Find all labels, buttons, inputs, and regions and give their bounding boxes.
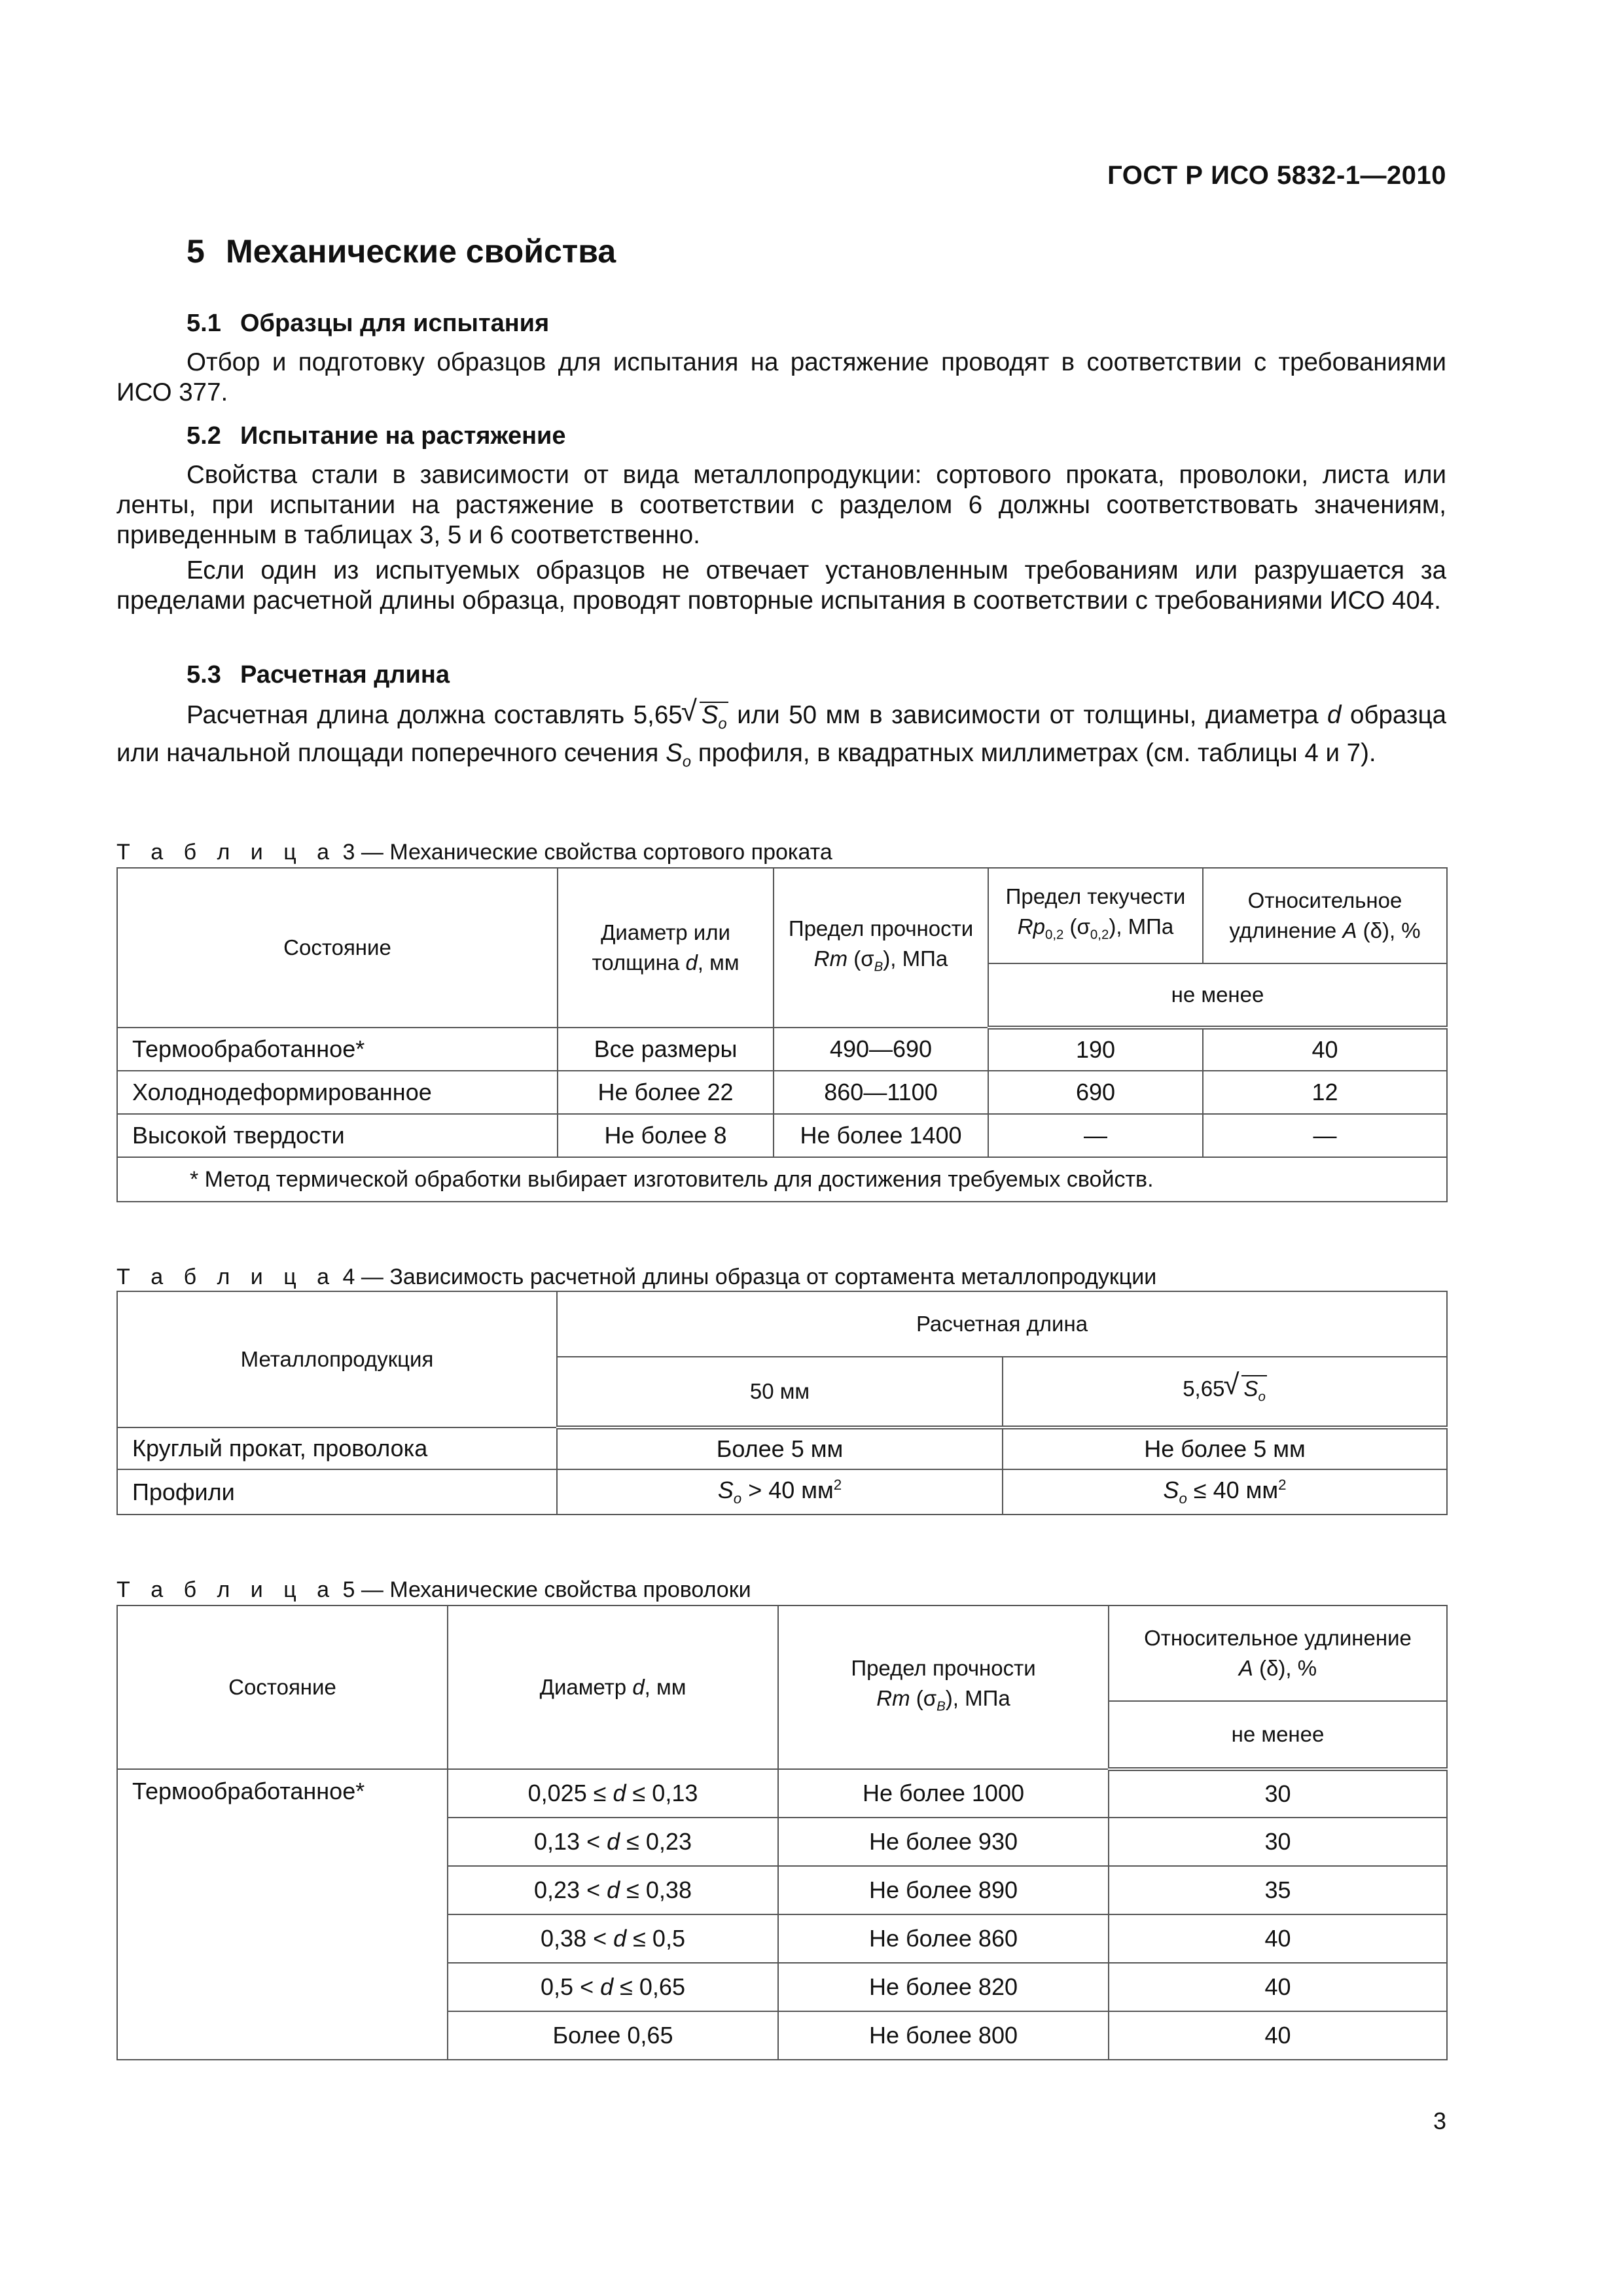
table-cell: 40	[1203, 1028, 1447, 1071]
table-5	[116, 1605, 1448, 2060]
table-cell: —	[1203, 1114, 1447, 1157]
subsection-number: 5.2	[187, 422, 221, 450]
table-row	[117, 1071, 1447, 1114]
table-cell: 40	[1109, 1914, 1447, 1963]
table-header-cell: Состояние	[117, 868, 558, 1028]
table-cell: $S_o \le 40$ $мм^2$	[1003, 1469, 1447, 1515]
table-header-cell: Диаметр d, мм	[448, 1605, 778, 1769]
table-cell: Не более 930	[778, 1818, 1109, 1866]
section-heading	[187, 232, 616, 270]
table-header-cell: Предел текучести $Rp_{0,2}$ $(\sigma_{0,2})$, МПа	[988, 868, 1203, 963]
table-cell: 0,13 < d ≤ 0,23	[448, 1818, 778, 1866]
subsection-heading-5-3	[187, 661, 450, 689]
table-cell: Не более 5 мм	[1003, 1427, 1447, 1469]
table-cell: Не более 1400	[774, 1114, 988, 1157]
table-cell: 30	[1109, 1769, 1447, 1818]
table-header-cell: не менее	[988, 963, 1447, 1028]
table-cell: 30	[1109, 1818, 1447, 1866]
table-header-cell: Диаметр или толщина d, мм	[558, 868, 774, 1028]
table-cell: 0,025 ≤ d ≤ 0,13	[448, 1769, 778, 1818]
table-4	[116, 1291, 1448, 1515]
table-cell: Более 5 мм	[557, 1427, 1003, 1469]
table-cell: —	[988, 1114, 1203, 1157]
table-cell: Круглый прокат, проволока	[117, 1427, 557, 1469]
table-cell: Не более 860	[778, 1914, 1109, 1963]
subsection-number: 5.1	[187, 310, 221, 337]
table-header-cell: Состояние	[117, 1605, 448, 1769]
table-cell: Термообработанное*	[117, 1028, 558, 1071]
paragraph-5-2-1	[116, 460, 1446, 550]
table-footnote-row	[117, 1157, 1447, 1202]
table-row	[117, 1427, 1447, 1469]
table-row	[117, 1469, 1447, 1515]
paragraph-text: Расчетная длина должна составлять 5,65	[187, 701, 683, 729]
subsection-title: Образцы для испытания	[240, 310, 550, 337]
table-footnote: * Метод термической обработки выбирает изготовитель для достижения требуемых свойств.	[117, 1157, 1447, 1202]
table-cell: Более 0,65	[448, 2011, 778, 2060]
variable-so: $S_o$	[666, 738, 692, 771]
section-number: 5	[187, 233, 205, 270]
table-cell: 40	[1109, 1963, 1447, 2011]
table-cell: 12	[1203, 1071, 1447, 1114]
table-cell: Высокой твердости	[117, 1114, 558, 1157]
table-cell: Не более 820	[778, 1963, 1109, 2011]
table-cell: 490—690	[774, 1028, 988, 1071]
table-header-cell: Относительное удлинение A (δ), %	[1109, 1605, 1447, 1701]
subsection-title: Расчетная длина	[240, 661, 450, 689]
table-cell: 860—1100	[774, 1071, 988, 1114]
table-3-caption: Т а б л и ц а 3 — Механические свойства сортового проката	[116, 840, 832, 865]
sqrt-formula: √ $S_o$	[700, 702, 728, 737]
variable-d: d	[1327, 701, 1342, 729]
table-cell: Не более 1000	[778, 1769, 1109, 1818]
table-header-cell: Предел прочности Rm $(\sigma_B)$, МПа	[774, 868, 988, 1028]
page-number: 3	[1433, 2108, 1446, 2134]
paragraph-text: или 50 мм в зависимости от толщины, диаметра	[728, 701, 1328, 729]
paragraph-text: профиля, в квадратных миллиметрах (см. таблицы 4 и 7).	[691, 738, 1376, 767]
section-title: Механические свойства	[226, 233, 616, 270]
table-cell: 0,5 < d ≤ 0,65	[448, 1963, 778, 2011]
table-header-cell: Металлопродукция	[117, 1291, 557, 1427]
table-cell: $S_o > 40$ $мм^2$	[557, 1469, 1003, 1515]
table-cell: 0,38 < d ≤ 0,5	[448, 1914, 778, 1963]
table-header-cell: Расчетная длина	[557, 1291, 1447, 1357]
table-row	[117, 1769, 1447, 1818]
table-header-cell: не менее	[1109, 1701, 1447, 1769]
subsection-heading-5-2	[187, 422, 566, 450]
table-cell: Не более 22	[558, 1071, 774, 1114]
table-4-caption: Т а б л и ц а 4 — Зависимость расчетной длины образца от сортамента металлопродукции	[116, 1265, 1157, 1289]
paragraph-text: образца или начальной площади поперечного сечения	[116, 701, 1446, 767]
table-row	[117, 1028, 1447, 1071]
document-header: ГОСТ Р ИСО 5832-1—2010	[1107, 161, 1446, 190]
table-3	[116, 867, 1448, 1202]
paragraph-5-1	[116, 348, 1446, 408]
paragraph-5-3	[116, 699, 1446, 778]
subsection-title: Испытание на растяжение	[240, 422, 566, 450]
paragraph-text: Свойства стали в зависимости от вида металлопродукции: сортового проката, проволоки, листа или ленты, при испытании на растяжение в соответствии с разделом 6 должны соответствовать значениям, приведенным в таблицах 3, 5 и 6 соответственно.	[116, 461, 1446, 549]
table-header-cell: 50 мм	[557, 1357, 1003, 1427]
table-cell: Не более 890	[778, 1866, 1109, 1914]
table-cell: Не более 8	[558, 1114, 774, 1157]
table-cell: 0,23 < d ≤ 0,38	[448, 1866, 778, 1914]
table-cell: Профили	[117, 1469, 557, 1515]
subsection-number: 5.3	[187, 661, 221, 689]
table-cell: 690	[988, 1071, 1203, 1114]
table-cell: Холоднодеформированное	[117, 1071, 558, 1114]
table-cell: Не более 800	[778, 2011, 1109, 2060]
paragraph-text: Отбор и подготовку образцов для испытания на растяжение проводят в соответствии с требованиями ИСО 377.	[116, 348, 1446, 406]
paragraph-5-2-2	[116, 556, 1446, 616]
table-cell: 190	[988, 1028, 1203, 1071]
table-cell: 40	[1109, 2011, 1447, 2060]
table-cell: Термообработанное*	[117, 1769, 448, 2060]
table-header-cell: Предел прочности Rm $(\sigma_B)$, МПа	[778, 1605, 1109, 1769]
table-header-cell: Относительное удлинение A (δ), %	[1203, 868, 1447, 963]
table-cell: 35	[1109, 1866, 1447, 1914]
paragraph-text: Если один из испытуемых образцов не отвечает установленным требованиям или разрушается за пределами расчетной длины образца, проводят повторные испытания в соответствии с требованиями ИСО 404.	[116, 556, 1446, 615]
table-cell: Все размеры	[558, 1028, 774, 1071]
table-header-cell: 5,65√ $S_o$	[1003, 1357, 1447, 1427]
subsection-heading-5-1	[187, 310, 549, 338]
table-row	[117, 1114, 1447, 1157]
table-5-caption: Т а б л и ц а 5 — Механические свойства проволоки	[116, 1577, 751, 1602]
